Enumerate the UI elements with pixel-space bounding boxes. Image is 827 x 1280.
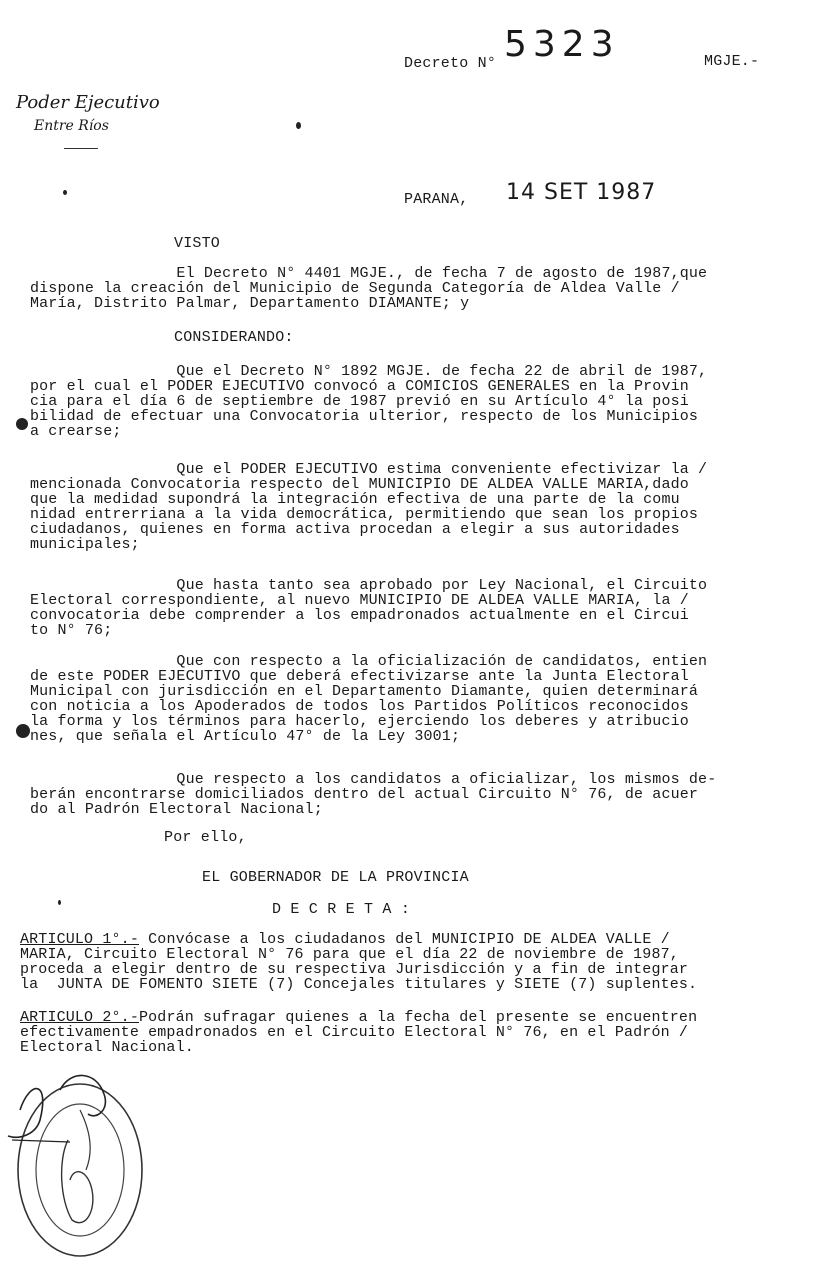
visto-heading: VISTO <box>174 235 221 252</box>
text-line: mencionada Convocatoria respecto del MUNICIPIO DE ALDEA VALLE MARIA,dado <box>30 476 689 493</box>
considerando-paragraph-2 <box>30 462 770 552</box>
decree-date: 14 SET 1987 <box>506 180 657 205</box>
article-1-text: Convócase a los ciudadanos del MUNICIPIO DE ALDEA VALLE / <box>138 931 670 948</box>
text-line: convocatoria debe comprender a los empadronados actualmente en el Circui <box>30 607 689 624</box>
considerando-paragraph-4 <box>30 654 770 744</box>
text-line: Que respecto a los candidatos a oficializar, los mismos de- <box>30 771 717 788</box>
decreta-heading: D E C R E T A : <box>272 901 411 918</box>
considerando-paragraph-3 <box>30 578 770 638</box>
ink-speck <box>63 190 67 195</box>
text-line: nes, que señala el Artículo 47° de la Ley 3001; <box>30 728 461 745</box>
text-line: MARIA, Circuito Electoral N° 76 para que el día 22 de noviembre de 1987, <box>20 946 679 963</box>
text-line: por el cual el PODER EJECUTIVO convocó a COMICIOS GENERALES en la Provin <box>30 378 689 395</box>
text-line: Que el PODER EJECUTIVO estima conveniente efectivizar la / <box>30 461 708 478</box>
considerando-heading: CONSIDERANDO: <box>174 329 294 346</box>
text-line: El Decreto N° 4401 MGJE., de fecha 7 de agosto de 1987,que <box>30 265 708 282</box>
text-line: Que hasta tanto sea aprobado por Ley Nacional, el Circuito <box>30 577 708 594</box>
issuer-line2: Entre Ríos <box>34 118 109 134</box>
text-line: Electoral Nacional. <box>20 1039 194 1056</box>
considerando-paragraph-1 <box>30 364 770 439</box>
ink-speck <box>296 122 301 129</box>
text-line: nidad entrerriana a la vida democrática, permitiendo que sean los propios <box>30 506 699 523</box>
text-line: la JUNTA DE FOMENTO SIETE (7) Concejales titulares y SIETE (7) suplentes. <box>20 976 698 993</box>
text-line: Electoral correspondiente, al nuevo MUNICIPIO DE ALDEA VALLE MARIA, la / <box>30 592 689 609</box>
text-line: con noticia a los Apoderados de todos los Partidos Políticos reconocidos <box>30 698 689 715</box>
text-line <box>20 932 800 947</box>
city-label: PARANA, <box>404 191 469 208</box>
text-line <box>20 1010 800 1025</box>
ink-speck <box>16 418 28 430</box>
text-line: proceda a elegir dentro de su respectiva Jurisdicción y a fin de integrar <box>20 961 689 978</box>
por-ello: Por ello, <box>164 829 247 846</box>
issuer-line1: Poder Ejecutivo <box>16 92 160 113</box>
article-1-label: ARTICULO 1°.- <box>20 931 139 948</box>
text-line: Que con respecto a la oficialización de candidatos, entien <box>30 653 708 670</box>
text-line: Municipal con jurisdicción en el Departamento Diamante, quien determinará <box>30 683 699 700</box>
governor-line: EL GOBERNADOR DE LA PROVINCIA <box>202 869 469 886</box>
official-seal <box>0 1070 170 1270</box>
text-line: que la medidad supondrá la integración efectiva de una parte de la comu <box>30 491 680 508</box>
text-line: María, Distrito Palmar, Departamento DIAMANTE; y <box>30 295 470 312</box>
article-2-text: Podrán sufragar quienes a la fecha del presente se encuentren <box>138 1009 698 1026</box>
text-line: ciudadanos, quienes en forma activa procedan a elegir a sus autoridades <box>30 521 680 538</box>
text-line: bilidad de efectuar una Convocatoria ulterior, respecto de los Municipios <box>30 408 699 425</box>
article-2 <box>20 1010 800 1055</box>
issuer-rule <box>64 148 98 149</box>
article-2-label: ARTICULO 2°.- <box>20 1009 139 1026</box>
text-line: berán encontrarse domiciliados dentro del actual Circuito N° 76, de acuer <box>30 786 699 803</box>
text-line: Que el Decreto N° 1892 MGJE. de fecha 22 de abril de 1987, <box>30 363 708 380</box>
ink-speck <box>16 724 30 738</box>
text-line: dispone la creación del Municipio de Segunda Categoría de Aldea Valle / <box>30 280 680 297</box>
text-line: cia para el día 6 de septiembre de 1987 previó en su Artículo 4° la posi <box>30 393 689 410</box>
decree-number: 5323 <box>504 24 620 65</box>
decree-suffix: MGJE.- <box>704 53 760 70</box>
ink-speck <box>58 900 61 905</box>
text-line: to N° 76; <box>30 622 113 639</box>
text-line: de este PODER EJECUTIVO que deberá efectivizarse ante la Junta Electoral <box>30 668 689 685</box>
visto-paragraph <box>30 266 770 311</box>
text-line: municipales; <box>30 536 140 553</box>
text-line: a crearse; <box>30 423 122 440</box>
text-line: la forma y los términos para hacerlo, ejerciendo los deberes y atribucio <box>30 713 689 730</box>
text-line: do al Padrón Electoral Nacional; <box>30 801 323 818</box>
considerando-paragraph-5 <box>30 772 770 817</box>
article-1 <box>20 932 800 992</box>
text-line: efectivamente empadronados en el Circuito Electoral N° 76, en el Padrón / <box>20 1024 689 1041</box>
decree-label: Decreto N° <box>404 55 497 72</box>
